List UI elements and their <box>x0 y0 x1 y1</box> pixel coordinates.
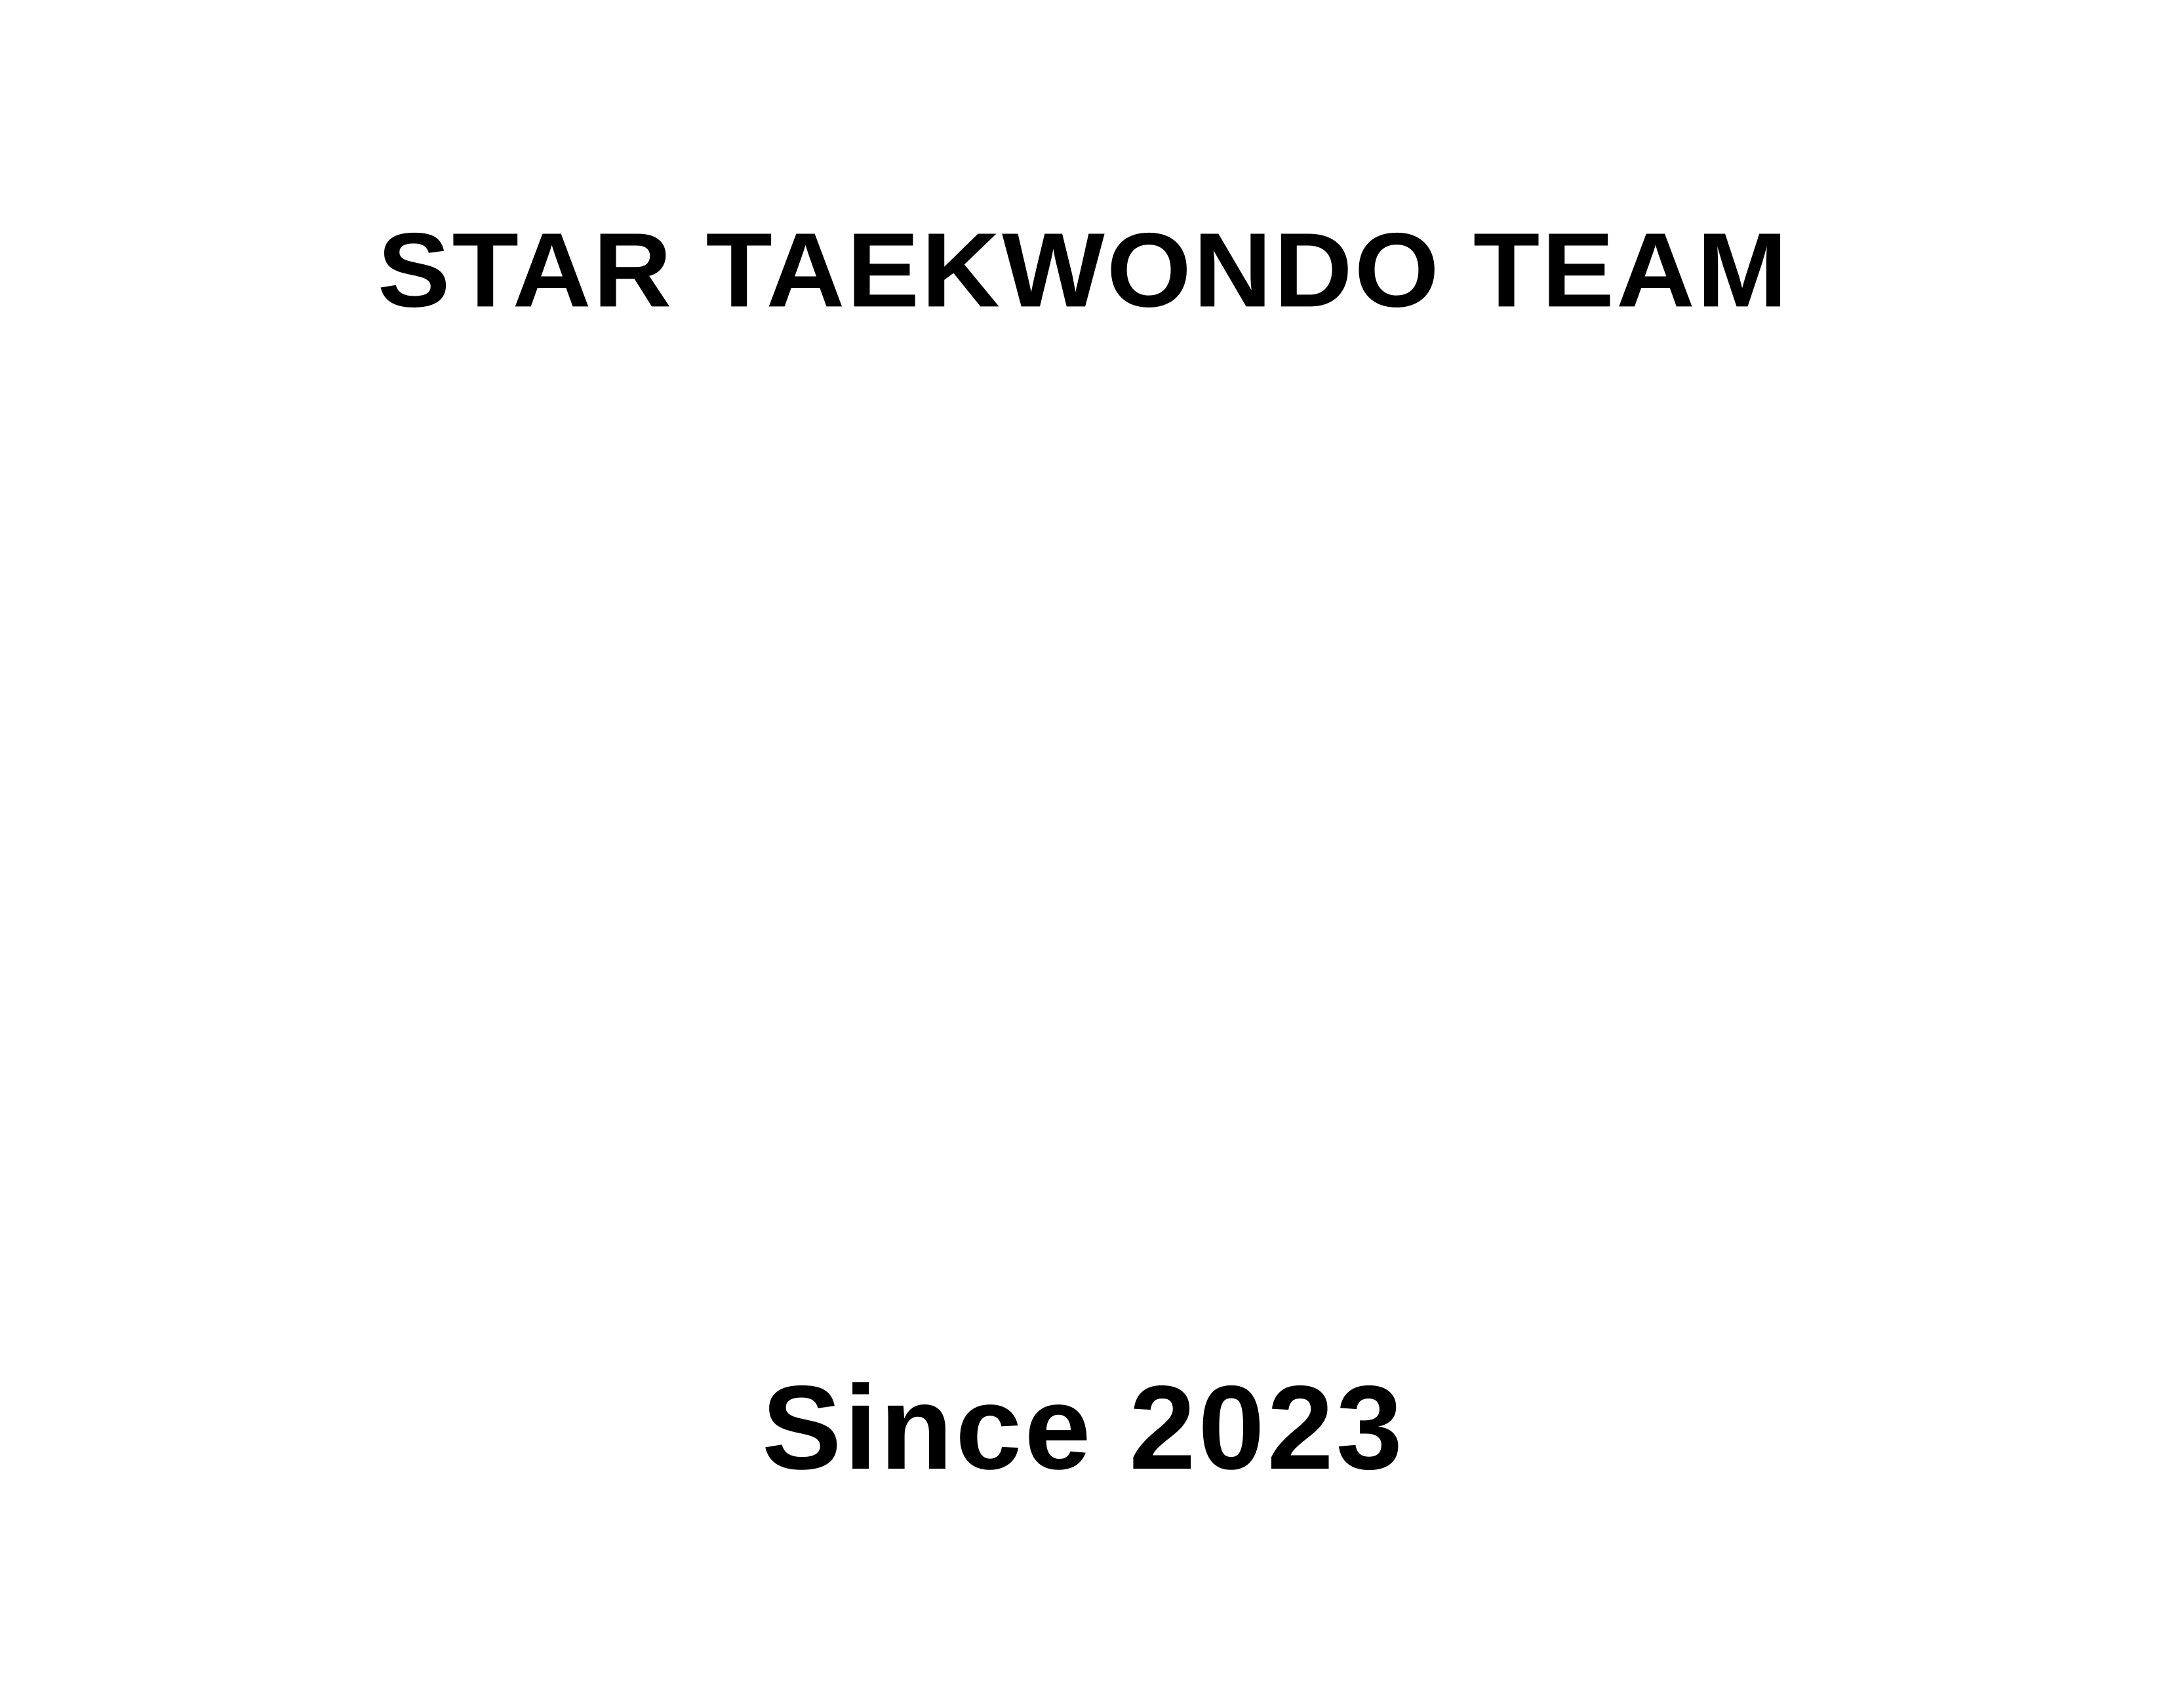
team-name-heading: STAR TAEKWONDO TEAM <box>377 211 1790 330</box>
founded-year-text: Since 2023 <box>761 1360 1405 1494</box>
